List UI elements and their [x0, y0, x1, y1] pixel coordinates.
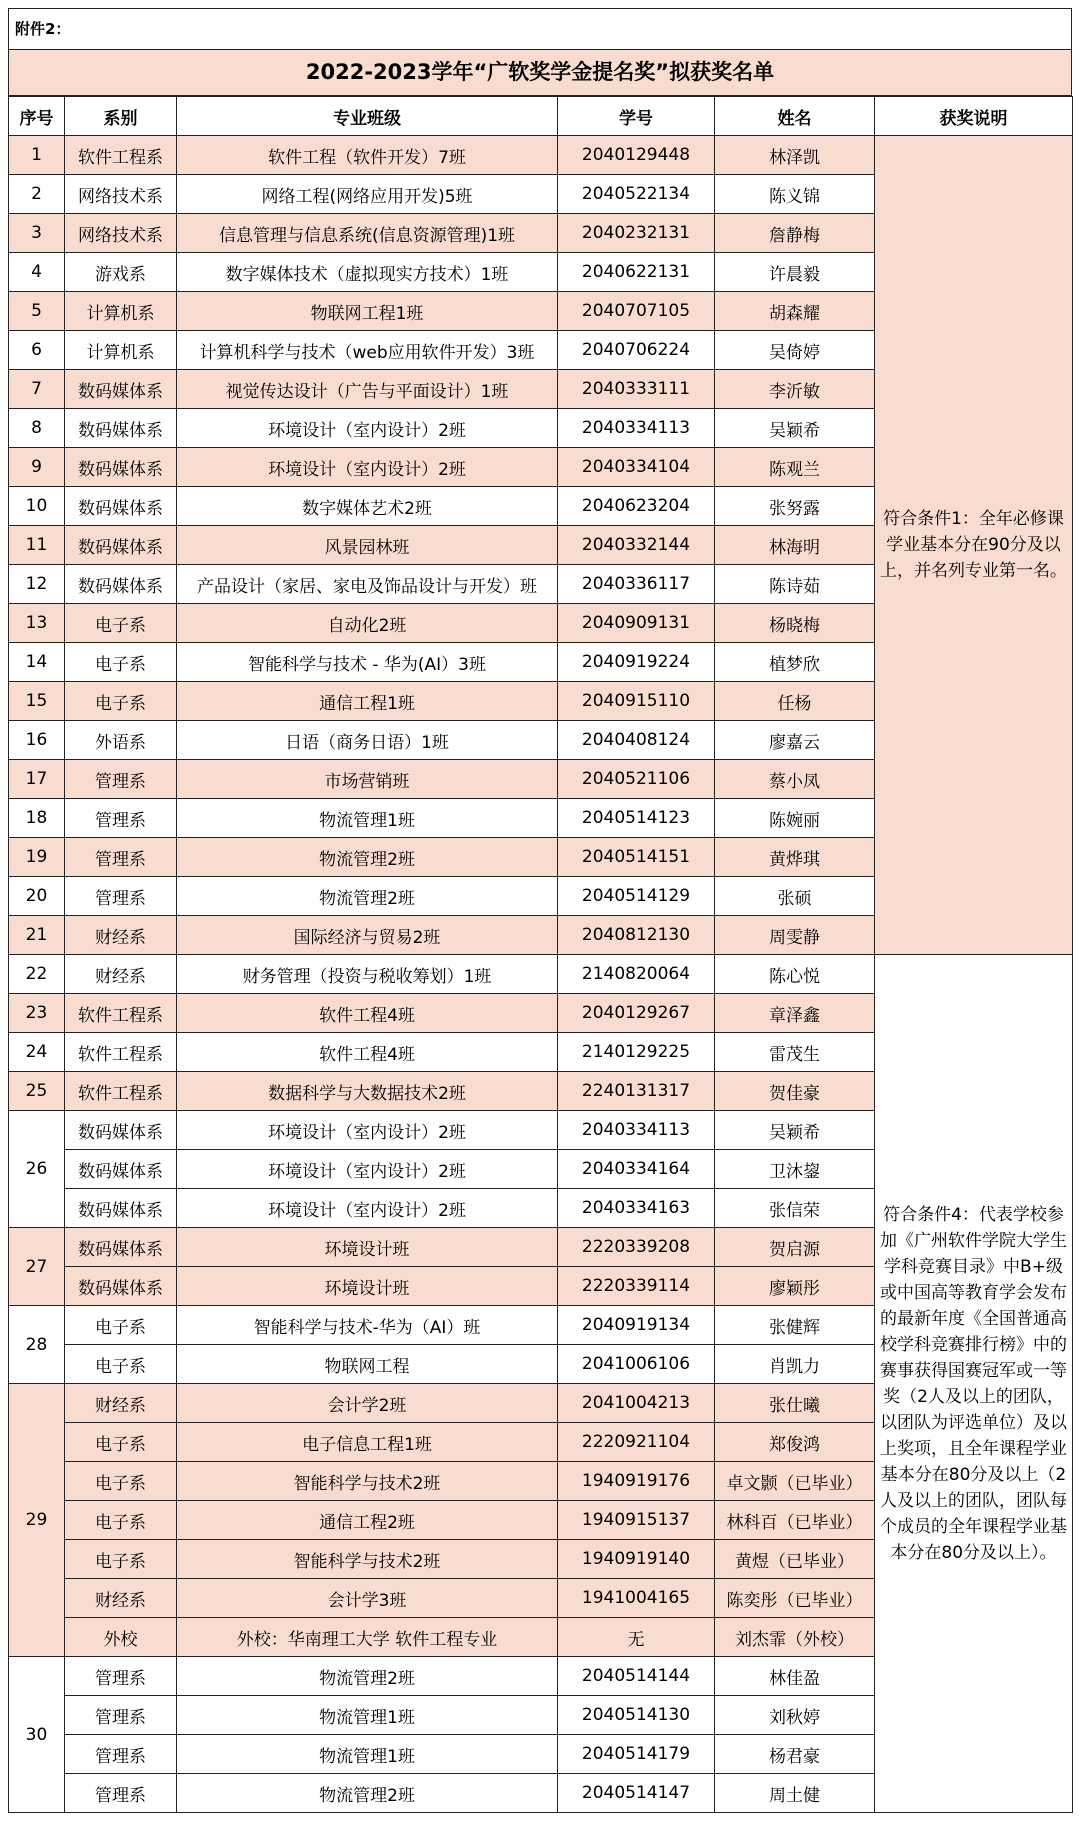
cell-class: 会计学3班 [177, 1579, 558, 1618]
cell-dept: 数码媒体系 [65, 370, 177, 409]
cell-id: 2040707105 [558, 292, 715, 331]
cell-class: 环境设计班 [177, 1228, 558, 1267]
cell-id: 2040334113 [558, 1111, 715, 1150]
cell-dept: 计算机系 [65, 292, 177, 331]
cell-id: 2040706224 [558, 331, 715, 370]
cell-id: 2240131317 [558, 1072, 715, 1111]
cell-class: 物流管理1班 [177, 799, 558, 838]
cell-name: 林科百（已毕业） [715, 1501, 875, 1540]
cell-id: 2220339114 [558, 1267, 715, 1306]
cell-class: 环境设计（室内设计）2班 [177, 1189, 558, 1228]
cell-seq: 1 [9, 136, 65, 175]
cell-name: 吴颖希 [715, 409, 875, 448]
cell-class: 物流管理2班 [177, 877, 558, 916]
cell-class: 环境设计（室内设计）2班 [177, 1111, 558, 1150]
cell-id: 2040514179 [558, 1735, 715, 1774]
cell-seq: 8 [9, 409, 65, 448]
cell-seq: 2 [9, 175, 65, 214]
cell-id: 2040336117 [558, 565, 715, 604]
cell-dept: 管理系 [65, 1774, 177, 1813]
cell-dept: 管理系 [65, 760, 177, 799]
cell-id: 2040623204 [558, 487, 715, 526]
cell-name: 陈奕彤（已毕业） [715, 1579, 875, 1618]
cell-dept: 网络技术系 [65, 175, 177, 214]
cell-seq: 20 [9, 877, 65, 916]
cell-dept: 数码媒体系 [65, 1150, 177, 1189]
header-dept: 系别 [65, 97, 177, 136]
cell-id: 2040514129 [558, 877, 715, 916]
cell-seq: 24 [9, 1033, 65, 1072]
cell-name: 张仕曦 [715, 1384, 875, 1423]
cell-name: 章泽鑫 [715, 994, 875, 1033]
cell-class: 智能科学与技术2班 [177, 1462, 558, 1501]
cell-dept: 数码媒体系 [65, 526, 177, 565]
cell-dept: 数码媒体系 [65, 487, 177, 526]
cell-class: 计算机科学与技术（web应用软件开发）3班 [177, 331, 558, 370]
cell-dept: 网络技术系 [65, 214, 177, 253]
cell-dept: 数码媒体系 [65, 448, 177, 487]
cell-id: 2040919134 [558, 1306, 715, 1345]
cell-name: 黄煜（已毕业） [715, 1540, 875, 1579]
cell-class: 通信工程2班 [177, 1501, 558, 1540]
cell-name: 李沂敏 [715, 370, 875, 409]
cell-id: 2040232131 [558, 214, 715, 253]
cell-name: 肖凯力 [715, 1345, 875, 1384]
cell-id: 2220339208 [558, 1228, 715, 1267]
cell-id: 2040129448 [558, 136, 715, 175]
cell-dept: 数码媒体系 [65, 1228, 177, 1267]
cell-class: 产品设计（家居、家电及饰品设计与开发）班 [177, 565, 558, 604]
cell-name: 卫沐鋆 [715, 1150, 875, 1189]
cell-dept: 电子系 [65, 643, 177, 682]
cell-seq: 3 [9, 214, 65, 253]
cell-class: 电子信息工程1班 [177, 1423, 558, 1462]
cell-id: 2040514151 [558, 838, 715, 877]
cell-dept: 软件工程系 [65, 136, 177, 175]
cell-name: 林泽凯 [715, 136, 875, 175]
cell-dept: 软件工程系 [65, 1033, 177, 1072]
cell-class: 环境设计（室内设计）2班 [177, 448, 558, 487]
cell-name: 张努露 [715, 487, 875, 526]
cell-id: 2040521106 [558, 760, 715, 799]
cell-dept: 电子系 [65, 1540, 177, 1579]
cell-id: 2040514123 [558, 799, 715, 838]
cell-name: 张健辉 [715, 1306, 875, 1345]
cell-class: 智能科学与技术 - 华为(AI）3班 [177, 643, 558, 682]
cell-class: 信息管理与信息系统(信息资源管理)1班 [177, 214, 558, 253]
cell-seq: 14 [9, 643, 65, 682]
cell-id: 无 [558, 1618, 715, 1657]
cell-dept: 电子系 [65, 1306, 177, 1345]
cell-seq: 19 [9, 838, 65, 877]
table-row [9, 955, 1073, 994]
cell-id: 2040622131 [558, 253, 715, 292]
cell-seq: 12 [9, 565, 65, 604]
cell-seq: 5 [9, 292, 65, 331]
header-seq: 序号 [9, 97, 65, 136]
award-list-sheet [8, 8, 1072, 1813]
cell-name: 吴颖希 [715, 1111, 875, 1150]
cell-dept: 计算机系 [65, 331, 177, 370]
cell-dept: 电子系 [65, 682, 177, 721]
cell-name: 吴倚婷 [715, 331, 875, 370]
cell-name: 陈观兰 [715, 448, 875, 487]
cell-name: 杨晓梅 [715, 604, 875, 643]
cell-name: 郑俊鸿 [715, 1423, 875, 1462]
cell-dept: 电子系 [65, 604, 177, 643]
cell-id: 2140129225 [558, 1033, 715, 1072]
cell-dept: 财经系 [65, 1384, 177, 1423]
cell-name: 陈义锦 [715, 175, 875, 214]
attachment-label: 附件2： [8, 8, 1072, 50]
header-id: 学号 [558, 97, 715, 136]
cell-id: 2041006106 [558, 1345, 715, 1384]
cell-name: 贺佳豪 [715, 1072, 875, 1111]
cell-dept: 数码媒体系 [65, 1267, 177, 1306]
cell-class: 国际经济与贸易2班 [177, 916, 558, 955]
cell-dept: 电子系 [65, 1501, 177, 1540]
cell-name: 雷茂生 [715, 1033, 875, 1072]
cell-name: 刘杰霏（外校） [715, 1618, 875, 1657]
cell-id: 2040514130 [558, 1696, 715, 1735]
cell-dept: 数码媒体系 [65, 1111, 177, 1150]
header-class: 专业班级 [177, 97, 558, 136]
cell-class: 自动化2班 [177, 604, 558, 643]
cell-class: 软件工程4班 [177, 994, 558, 1033]
cell-class: 环境设计班 [177, 1267, 558, 1306]
header-note: 获奖说明 [875, 97, 1073, 136]
cell-dept: 管理系 [65, 1735, 177, 1774]
cell-id: 2040919224 [558, 643, 715, 682]
cell-name: 周土健 [715, 1774, 875, 1813]
cell-dept: 管理系 [65, 877, 177, 916]
cell-id: 2040514147 [558, 1774, 715, 1813]
cell-dept: 管理系 [65, 1657, 177, 1696]
cell-name: 林海明 [715, 526, 875, 565]
cell-dept: 游戏系 [65, 253, 177, 292]
cell-seq: 9 [9, 448, 65, 487]
cell-name: 廖颖彤 [715, 1267, 875, 1306]
cell-name: 周雯静 [715, 916, 875, 955]
cell-id: 2040334163 [558, 1189, 715, 1228]
cell-class: 日语（商务日语）1班 [177, 721, 558, 760]
cell-dept: 数码媒体系 [65, 565, 177, 604]
cell-class: 通信工程1班 [177, 682, 558, 721]
cell-seq: 28 [9, 1306, 65, 1384]
cell-name: 胡森耀 [715, 292, 875, 331]
cell-dept: 电子系 [65, 1345, 177, 1384]
cell-seq: 18 [9, 799, 65, 838]
cell-name: 詹静梅 [715, 214, 875, 253]
cell-class: 数字媒体技术（虚拟现实方技术）1班 [177, 253, 558, 292]
cell-name: 黄烨琪 [715, 838, 875, 877]
cell-dept: 管理系 [65, 838, 177, 877]
cell-class: 物流管理1班 [177, 1735, 558, 1774]
cell-dept: 电子系 [65, 1462, 177, 1501]
cell-dept: 电子系 [65, 1423, 177, 1462]
cell-seq: 25 [9, 1072, 65, 1111]
cell-id: 2040333111 [558, 370, 715, 409]
cell-id: 2040129267 [558, 994, 715, 1033]
page-title: 2022-2023学年“广软奖学金提名奖”拟获奖名单 [8, 50, 1072, 96]
cell-dept: 软件工程系 [65, 1072, 177, 1111]
cell-dept: 数码媒体系 [65, 1189, 177, 1228]
award-table [8, 96, 1073, 1813]
cell-class: 数据科学与大数据技术2班 [177, 1072, 558, 1111]
cell-dept: 软件工程系 [65, 994, 177, 1033]
cell-seq: 6 [9, 331, 65, 370]
cell-dept: 外校 [65, 1618, 177, 1657]
cell-class: 物联网工程 [177, 1345, 558, 1384]
cell-seq: 17 [9, 760, 65, 799]
cell-id: 2040334164 [558, 1150, 715, 1189]
cell-name: 许晨毅 [715, 253, 875, 292]
cell-name: 陈婉丽 [715, 799, 875, 838]
cell-id: 2040334113 [558, 409, 715, 448]
cell-seq: 27 [9, 1228, 65, 1306]
cell-dept: 数码媒体系 [65, 409, 177, 448]
header-name: 姓名 [715, 97, 875, 136]
cell-class: 外校：华南理工大学 软件工程专业 [177, 1618, 558, 1657]
cell-seq: 30 [9, 1657, 65, 1813]
cell-dept: 管理系 [65, 1696, 177, 1735]
cell-seq: 16 [9, 721, 65, 760]
cell-name: 林佳盈 [715, 1657, 875, 1696]
table-body [9, 136, 1073, 1813]
cell-id: 2040909131 [558, 604, 715, 643]
cell-seq: 7 [9, 370, 65, 409]
cell-name: 陈心悦 [715, 955, 875, 994]
award-note-condition-1: 符合条件1：全年必修课学业基本分在90分及以上，并名列专业第一名。 [875, 136, 1073, 955]
cell-id: 1941004165 [558, 1579, 715, 1618]
cell-id: 2041004213 [558, 1384, 715, 1423]
cell-id: 2040332144 [558, 526, 715, 565]
cell-class: 网络工程(网络应用开发)5班 [177, 175, 558, 214]
cell-name: 廖嘉云 [715, 721, 875, 760]
cell-seq: 10 [9, 487, 65, 526]
cell-dept: 财经系 [65, 955, 177, 994]
cell-id: 2040334104 [558, 448, 715, 487]
cell-class: 物流管理2班 [177, 1657, 558, 1696]
cell-class: 物流管理2班 [177, 1774, 558, 1813]
cell-id: 1940919176 [558, 1462, 715, 1501]
header-row [9, 97, 1073, 136]
cell-seq: 4 [9, 253, 65, 292]
cell-seq: 29 [9, 1384, 65, 1657]
cell-id: 2040812130 [558, 916, 715, 955]
cell-name: 植梦欣 [715, 643, 875, 682]
cell-name: 蔡小凤 [715, 760, 875, 799]
cell-name: 贺启源 [715, 1228, 875, 1267]
cell-dept: 管理系 [65, 799, 177, 838]
cell-name: 张硕 [715, 877, 875, 916]
cell-seq: 26 [9, 1111, 65, 1228]
cell-name: 任杨 [715, 682, 875, 721]
cell-id: 1940915137 [558, 1501, 715, 1540]
cell-class: 会计学2班 [177, 1384, 558, 1423]
cell-class: 财务管理（投资与税收筹划）1班 [177, 955, 558, 994]
cell-id: 2040514144 [558, 1657, 715, 1696]
cell-id: 1940919140 [558, 1540, 715, 1579]
cell-seq: 13 [9, 604, 65, 643]
cell-name: 卓文颢（已毕业） [715, 1462, 875, 1501]
cell-class: 环境设计（室内设计）2班 [177, 409, 558, 448]
cell-class: 市场营销班 [177, 760, 558, 799]
cell-id: 2040915110 [558, 682, 715, 721]
cell-class: 智能科学与技术-华为（AI）班 [177, 1306, 558, 1345]
cell-id: 2140820064 [558, 955, 715, 994]
cell-id: 2040522134 [558, 175, 715, 214]
cell-class: 物流管理1班 [177, 1696, 558, 1735]
cell-seq: 11 [9, 526, 65, 565]
cell-id: 2220921104 [558, 1423, 715, 1462]
cell-name: 刘秋婷 [715, 1696, 875, 1735]
cell-name: 张信荣 [715, 1189, 875, 1228]
cell-class: 风景园林班 [177, 526, 558, 565]
cell-name: 陈诗茹 [715, 565, 875, 604]
award-note-condition-4: 符合条件4：代表学校参加《广州软件学院大学生学科竞赛目录》中B+级或中国高等教育学会发布的最新年度《全国普通高校学科竞赛排行榜》中的赛事获得国赛冠军或一等奖（2人及以上的团队，以团队为评选单位）及以上奖项，且全年课程学业基本分在80分及以上（2人及以上的团队，团队每个成员的全年课程学业基本分在80分及以上）。 [875, 955, 1073, 1813]
cell-class: 软件工程（软件开发）7班 [177, 136, 558, 175]
cell-name: 杨君豪 [715, 1735, 875, 1774]
cell-seq: 23 [9, 994, 65, 1033]
cell-class: 物流管理2班 [177, 838, 558, 877]
cell-seq: 22 [9, 955, 65, 994]
cell-class: 软件工程4班 [177, 1033, 558, 1072]
cell-dept: 财经系 [65, 1579, 177, 1618]
cell-class: 视觉传达设计（广告与平面设计）1班 [177, 370, 558, 409]
cell-class: 智能科学与技术2班 [177, 1540, 558, 1579]
table-row [9, 136, 1073, 175]
cell-id: 2040408124 [558, 721, 715, 760]
cell-dept: 财经系 [65, 916, 177, 955]
cell-class: 环境设计（室内设计）2班 [177, 1150, 558, 1189]
cell-class: 物联网工程1班 [177, 292, 558, 331]
cell-seq: 15 [9, 682, 65, 721]
cell-seq: 21 [9, 916, 65, 955]
cell-dept: 外语系 [65, 721, 177, 760]
cell-class: 数字媒体艺术2班 [177, 487, 558, 526]
